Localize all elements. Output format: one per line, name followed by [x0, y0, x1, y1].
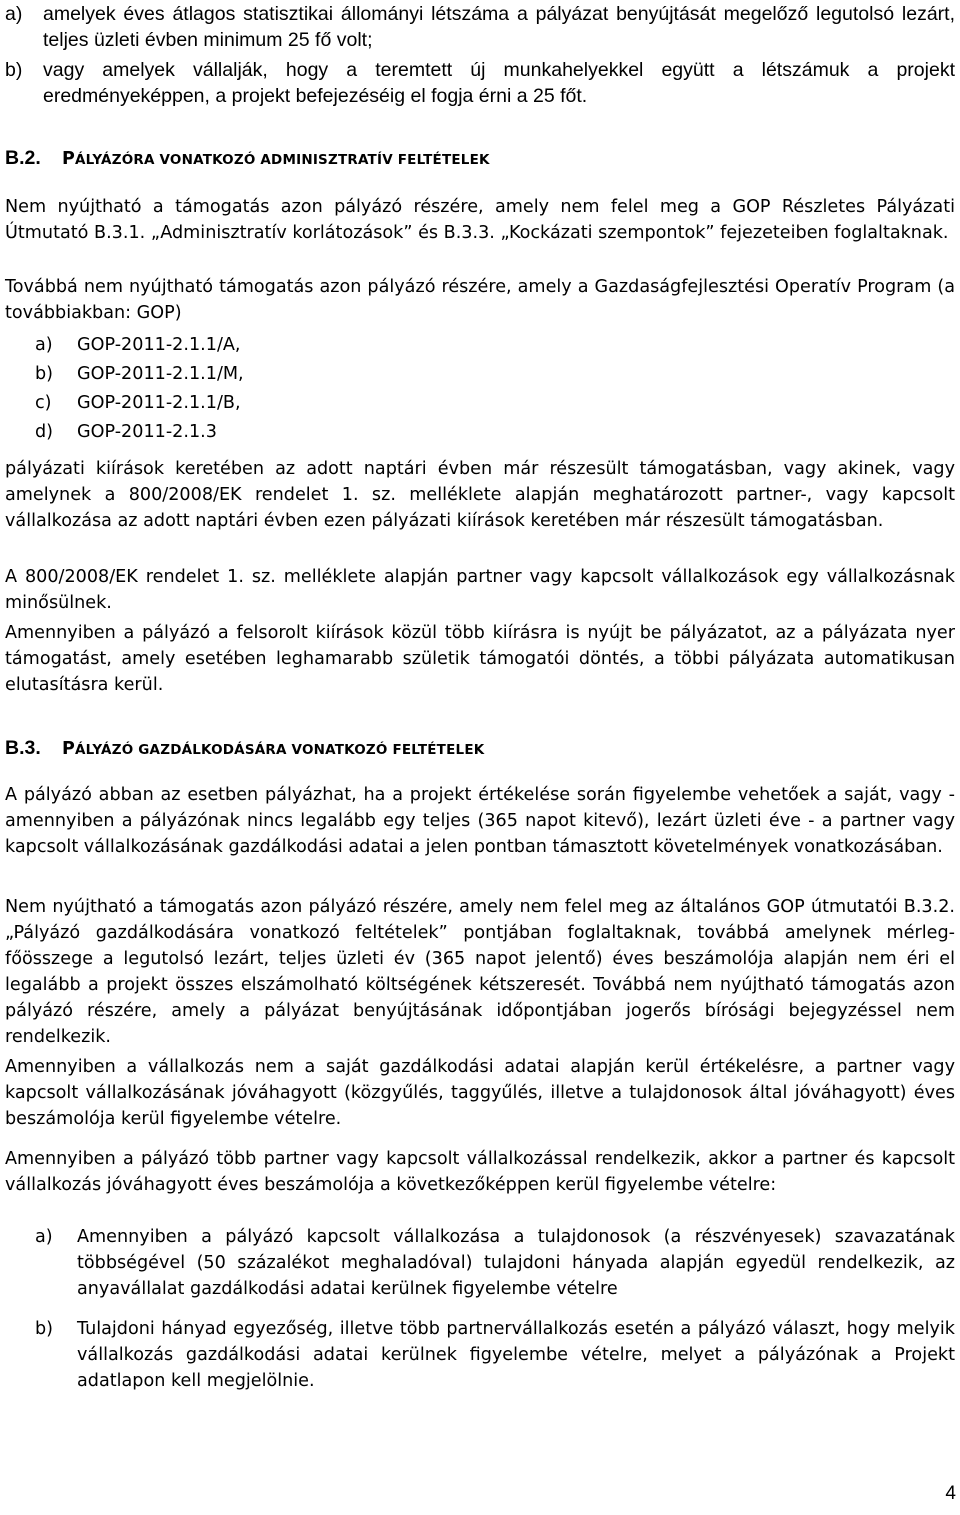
list-item-text: amelyek éves átlagos statisztikai állományi létszáma a pályázat benyújtását megelőző legutolsó lezárt, teljes üzleti évben minimum 25 fő volt; — [43, 3, 955, 51]
list-item — [35, 419, 935, 448]
paragraph: A pályázó abban az esetben pályázhat, ha a projekt értékelése során figyelembe vehetőek a saját, vagy - amennyiben a pályázónak nincs legalább egy teljes (365 napot kitevő), lezárt üzleti éve - a partner vagy kapcsolt vállalkozásának gazdálkodási adatai a jelen pontban támasztott követelmények vonatkozásában. — [5, 785, 955, 857]
section-number: B.3. — [5, 737, 41, 759]
gop-program-list — [35, 332, 935, 448]
consolidation-list — [35, 1224, 955, 1394]
list-item-letter: c) — [35, 393, 52, 413]
list-item — [35, 1224, 955, 1302]
list-item — [35, 361, 935, 390]
paragraph: Nem nyújtható a támogatás azon pályázó részére, amely nem felel meg a GOP Részletes Pályázati Útmutató B.3.1. „Adminisztratív korlátozások” és B.3.3. „Kockázati szempontok” fejezeteiben foglaltaknak. — [5, 197, 955, 243]
list-item-letter: a) — [35, 335, 53, 355]
section-title: PÁLYÁZÓ GAZDÁLKODÁSÁRA VONATKOZÓ FELTÉTELEK — [62, 739, 485, 759]
list-item-text: Amennyiben a pályázó kapcsolt vállalkozása a tulajdonosok (a részvényesek) szavazatának többségével (50 százalékot meghaladóval) tulajdoni hányada alapján egyedül rendelkezik, az anyavállalat gazdálkodási adatai kerülnek figyelembe vételre — [77, 1227, 955, 1299]
list-item — [35, 390, 935, 419]
paragraph: A 800/2008/EK rendelet 1. sz. melléklete alapján partner vagy kapcsolt vállalkozások egy vállalkozásnak minősülnek. — [5, 567, 955, 613]
list-item-letter: b) — [5, 59, 23, 81]
list-item-text: vagy amelyek vállalják, hogy a teremtett új munkahelyekkel együtt a létszámuk a projekt eredményeképpen, a projekt befejezéséig el fogja érni a 25 főt. — [43, 59, 955, 107]
list-item — [5, 1, 955, 53]
list-item-letter: d) — [35, 422, 54, 442]
section-number: B.2. — [5, 147, 41, 169]
section-heading-b2 — [5, 145, 490, 173]
list-item — [5, 57, 955, 109]
section-heading-b3 — [5, 735, 484, 763]
page-number: 4 — [945, 1483, 956, 1504]
list-item — [35, 1316, 955, 1394]
list-item-letter: a) — [35, 1227, 53, 1247]
paragraph: Nem nyújtható a támogatás azon pályázó részére, amely nem felel meg az általános GOP útmutatói B.3.2. „Pályázó gazdálkodására vonatkozó feltételek” pontjában foglaltaknak, továbbá amelynek mérleg-főösszege a legutolsó lezárt, teljes üzleti év (365 napot jelentő) éves beszámolója alapján nem éri el legalább a projekt összes elszámolható költségének kétszeresét. Továbbá nem nyújtható támogatás azon pályázó részére, amely a pályázat benyújtásának időpontjában jogerős bírósági bejegyzéssel nem rendelkezik. — [5, 897, 955, 1047]
list-item-text: Tulajdoni hányad egyezőség, illetve több partnervállalkozás esetén a pályázó választ, hogy melyik vállalkozás gazdálkodási adatai kerülnek figyelembe vételre, melyet a pályázónak a Projekt adatlapon kell megjelölnie. — [77, 1319, 955, 1391]
paragraph: Amennyiben a pályázó több partner vagy kapcsolt vállalkozással rendelkezik, akkor a partner és kapcsolt vállalkozás jóváhagyott éves beszámolója a következőképpen kerül figyelembe vételre: — [5, 1149, 955, 1195]
list-item-text: GOP-2011-2.1.3 — [77, 422, 217, 442]
intro-list — [5, 1, 955, 109]
list-item-letter: a) — [5, 3, 23, 25]
list-item-text: GOP-2011-2.1.1/M, — [77, 364, 244, 384]
paragraph: Továbbá nem nyújtható támogatás azon pályázó részére, amely a Gazdaságfejlesztési Operatív Program (a továbbiakban: GOP) — [5, 277, 955, 323]
list-item-text: GOP-2011-2.1.1/B, — [77, 393, 241, 413]
paragraph: pályázati kiírások keretében az adott naptári évben már részesült támogatásban, vagy akinek, vagy amelynek a 800/2008/EK rendelet 1. sz. melléklete alapján meghatározott partner-, vagy kapcsolt vállalkozása az adott naptári évben ezen pályázati kiírások keretében már részesült támogatásban. — [5, 459, 955, 531]
paragraph: Amennyiben a pályázó a felsorolt kiírások közül több kiírásra is nyújt be pályázatot, az a pályázata nyer támogatást, amely esetében leghamarabb születik támogatói döntés, a többi pályázata automatikusan elutasításra kerül. — [5, 623, 955, 695]
paragraph: Amennyiben a vállalkozás nem a saját gazdálkodási adatai alapján kerül értékelésre, a partner vagy kapcsolt vállalkozásának jóváhagyott (közgyűlés, taggyűlés, illetve a tulajdonosok által jóváhagyott) éves beszámolója kerül figyelembe vételre. — [5, 1057, 955, 1129]
list-item-letter: b) — [35, 1319, 54, 1339]
list-item — [35, 332, 935, 361]
section-title: PÁLYÁZÓRA VONATKOZÓ ADMINISZTRATÍV FELTÉTELEK — [62, 149, 490, 169]
list-item-letter: b) — [35, 364, 54, 384]
list-item-text: GOP-2011-2.1.1/A, — [77, 335, 241, 355]
